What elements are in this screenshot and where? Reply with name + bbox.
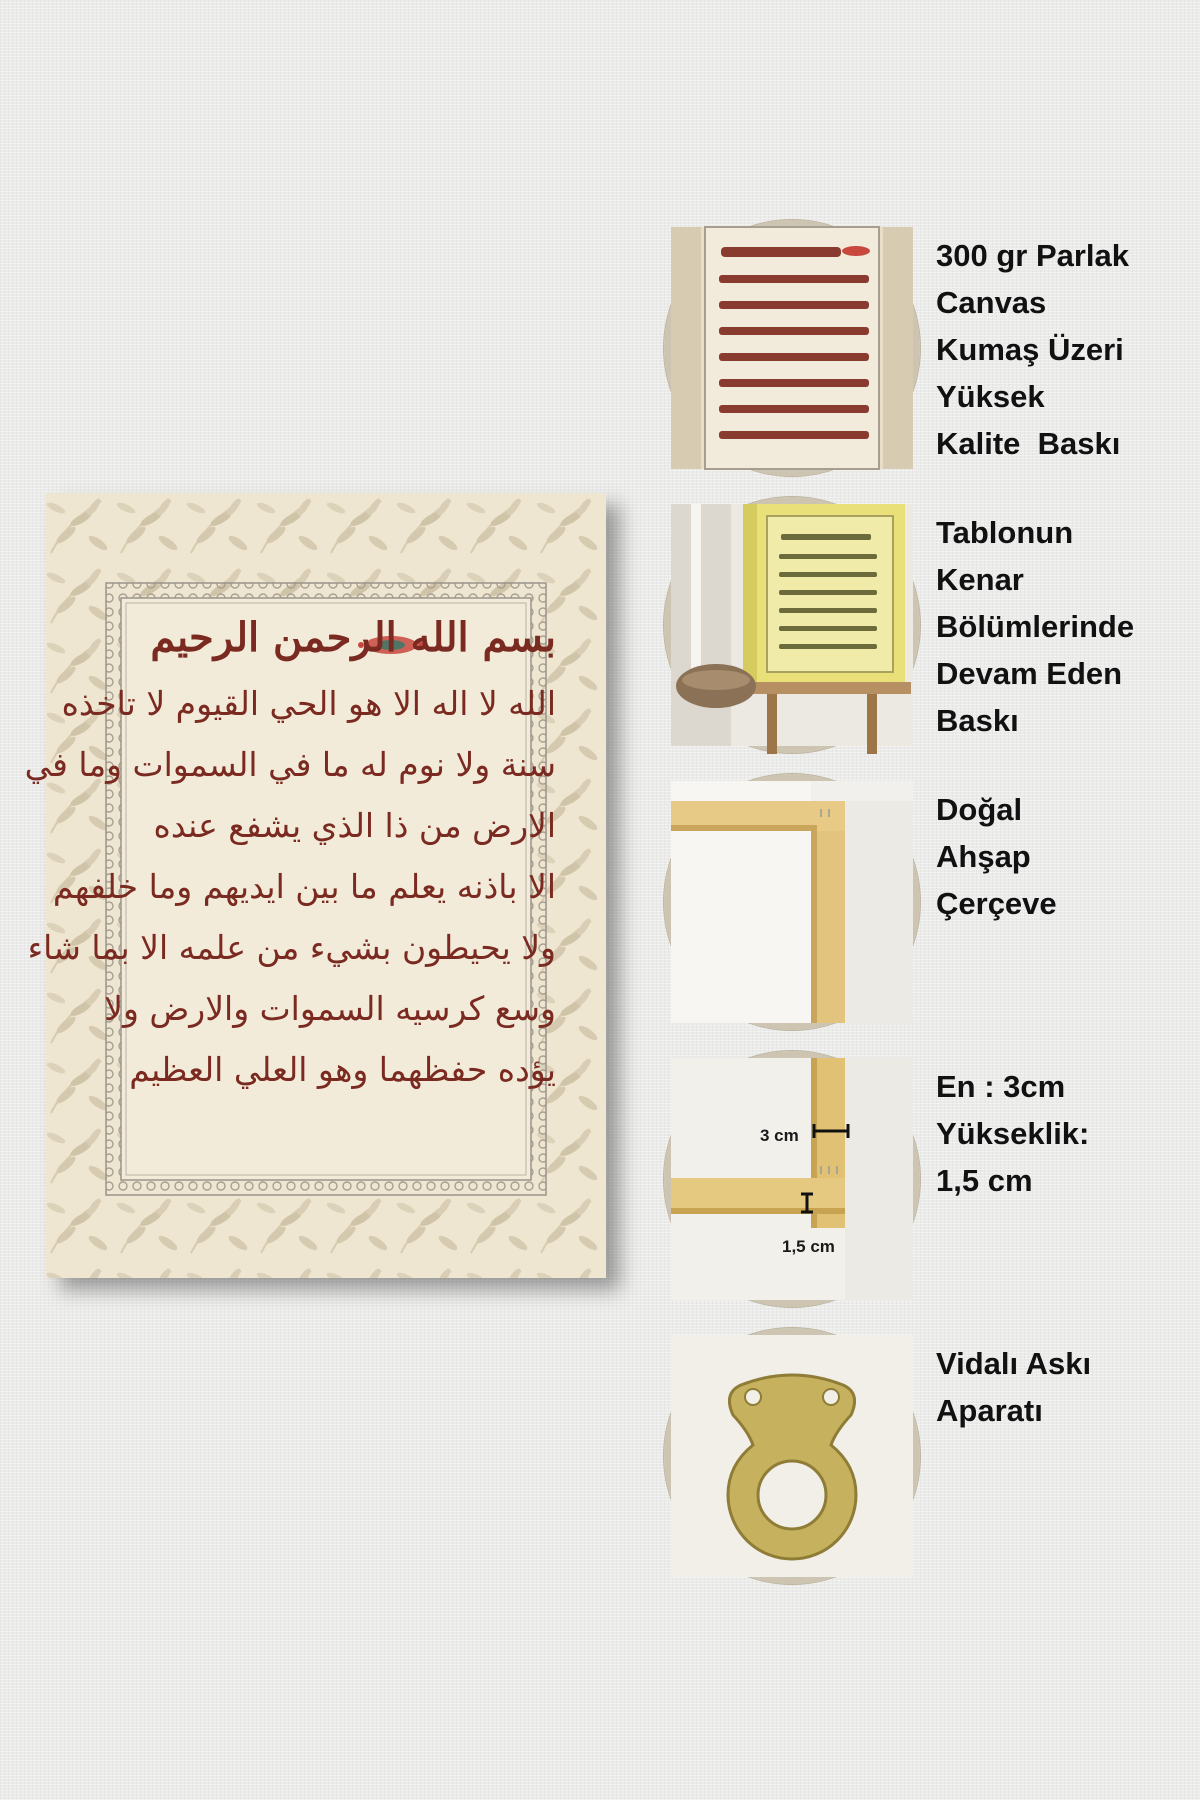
edge-print-thumbnail bbox=[664, 497, 920, 753]
print-closeup-thumbnail bbox=[664, 220, 920, 476]
feature-wood-frame-text bbox=[936, 786, 1194, 927]
feature-text-line: Yükseklik: bbox=[936, 1116, 1090, 1151]
feature-edge-print bbox=[664, 497, 1194, 753]
canvas-artwork bbox=[24, 493, 606, 1278]
basmala-line: بسم الله الرحمن الرحيم bbox=[150, 614, 556, 661]
feature-text-line: Vidalı Askı bbox=[936, 1346, 1092, 1381]
feature-text-line: Kalite Baskı bbox=[936, 426, 1121, 461]
feature-text-line: Aparatı bbox=[936, 1393, 1043, 1428]
feature-dimensions-text bbox=[936, 1063, 1194, 1204]
verse-line: الارض من ذا الذي يشفع عنده bbox=[153, 806, 556, 845]
feature-text-line: Devam Eden bbox=[936, 656, 1123, 691]
feature-wood-frame bbox=[664, 774, 1194, 1030]
feature-print-quality-text bbox=[936, 232, 1194, 467]
verse-line: الله لا اله الا هو الحي القيوم لا تاخذه bbox=[61, 684, 556, 723]
feature-text-line: Kenar bbox=[936, 562, 1024, 597]
feature-text-line: En : 3cm bbox=[936, 1069, 1066, 1104]
hanger-bracket-thumbnail bbox=[664, 1328, 920, 1584]
verse-line: يؤده حفظهما وهو العلي العظيم bbox=[129, 1050, 556, 1089]
verse-line: ولا يحيطون بشيء من علمه الا بما شاء bbox=[27, 928, 556, 967]
feature-text-line: Çerçeve bbox=[936, 886, 1057, 921]
feature-dimensions bbox=[664, 1051, 1194, 1307]
wood-frame-thumbnail bbox=[664, 774, 920, 1030]
feature-hanger bbox=[664, 1328, 1194, 1584]
dimension-width-label: 3 cm bbox=[760, 1126, 799, 1145]
verse-line: سنة ولا نوم له ما في السموات وما في bbox=[24, 745, 556, 784]
calligraphy-text bbox=[24, 603, 556, 1100]
feature-text-line: Tablonun bbox=[936, 515, 1074, 550]
feature-print-quality bbox=[664, 220, 1194, 476]
feature-text-line: Baskı bbox=[936, 703, 1019, 738]
feature-text-line: Bölümlerinde bbox=[936, 609, 1135, 644]
frame-dimensions-thumbnail bbox=[664, 1051, 920, 1307]
feature-text-line: Doğal bbox=[936, 792, 1023, 827]
feature-text-line: Canvas bbox=[936, 285, 1047, 320]
dimension-height-label: 1,5 cm bbox=[782, 1237, 835, 1256]
feature-text-line: Kumaş Üzeri bbox=[936, 332, 1124, 367]
feature-text-line: Yüksek bbox=[936, 379, 1045, 414]
feature-hanger-text bbox=[936, 1340, 1194, 1434]
feature-text-line: Ahşap bbox=[936, 839, 1031, 874]
feature-text-line: 1,5 cm bbox=[936, 1163, 1033, 1198]
verse-line: الا باذنه يعلم ما بين ايديهم وما خلفهم bbox=[52, 867, 556, 906]
verse-line: وسع كرسيه السموات والارض ولا bbox=[104, 989, 556, 1028]
feature-text-line: 300 gr Parlak bbox=[936, 238, 1130, 273]
feature-edge-print-text bbox=[936, 509, 1194, 744]
